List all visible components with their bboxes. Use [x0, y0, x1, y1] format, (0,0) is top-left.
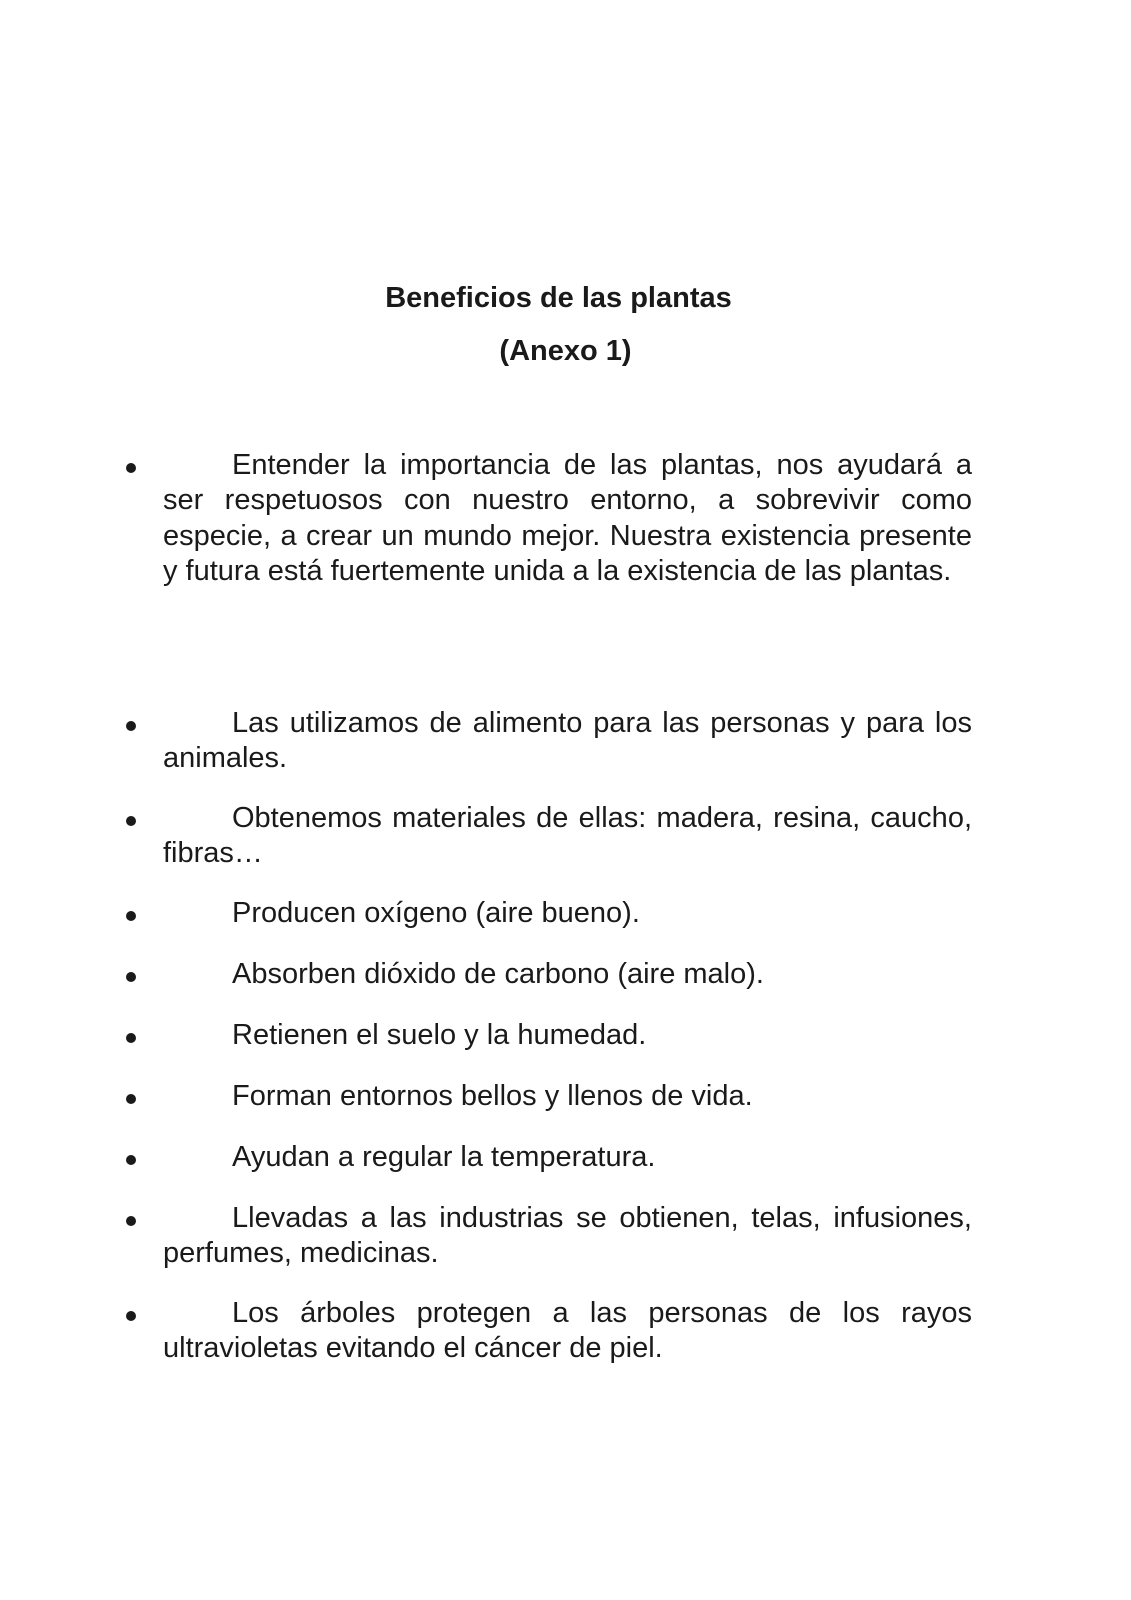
- list-item-text: Entender la importancia de las plantas, nos ayudará a ser respetuosos con nuestro entorno, a sobrevivir como especie, a crear un mundo mejor. Nuestra existencia presente y futura está fuertemente unida a la existencia de las plantas.: [163, 449, 972, 587]
- list-item: [163, 1296, 972, 1367]
- list-item: [163, 801, 972, 872]
- bullet-icon: [126, 1216, 136, 1226]
- bullet-icon: [126, 721, 136, 731]
- bullet-icon: [126, 972, 136, 982]
- list-item-text: Retienen el suelo y la humedad.: [232, 1019, 647, 1051]
- bullet-icon: [126, 463, 136, 473]
- bullet-icon: [126, 1155, 136, 1165]
- list-item-text: Los árboles protegen a las personas de los rayos ultravioletas evitando el cáncer de piel.: [163, 1297, 972, 1365]
- list-item-text: Las utilizamos de alimento para las personas y para los animales.: [163, 707, 972, 775]
- list-item-text: Forman entornos bellos y llenos de vida.: [232, 1080, 753, 1112]
- list-item-text: Ayudan a regular la temperatura.: [232, 1141, 656, 1173]
- document-subtitle: (Anexo 1): [499, 335, 632, 367]
- list-item: [163, 896, 972, 931]
- bullet-icon: [126, 1311, 136, 1321]
- list-item-text: Obtenemos materiales de ellas: madera, resina, caucho, fibras…: [163, 802, 972, 870]
- bullet-icon: [126, 1033, 136, 1043]
- list-item: [163, 1018, 972, 1053]
- list-item: [163, 448, 972, 589]
- list-item: [163, 1201, 972, 1272]
- list-item: [163, 1140, 972, 1175]
- list-item-text: Producen oxígeno (aire bueno).: [232, 897, 640, 929]
- list-item: [163, 957, 972, 992]
- list-item-text: Absorben dióxido de carbono (aire malo).: [232, 958, 764, 990]
- list-item: [163, 706, 972, 777]
- bullet-icon: [126, 1094, 136, 1104]
- bullet-icon: [126, 911, 136, 921]
- list-item: [163, 1079, 972, 1114]
- list-item-text: Llevadas a las industrias se obtienen, telas, infusiones, perfumes, medicinas.: [163, 1202, 972, 1270]
- document-title: Beneficios de las plantas: [385, 282, 732, 314]
- bullet-icon: [126, 816, 136, 826]
